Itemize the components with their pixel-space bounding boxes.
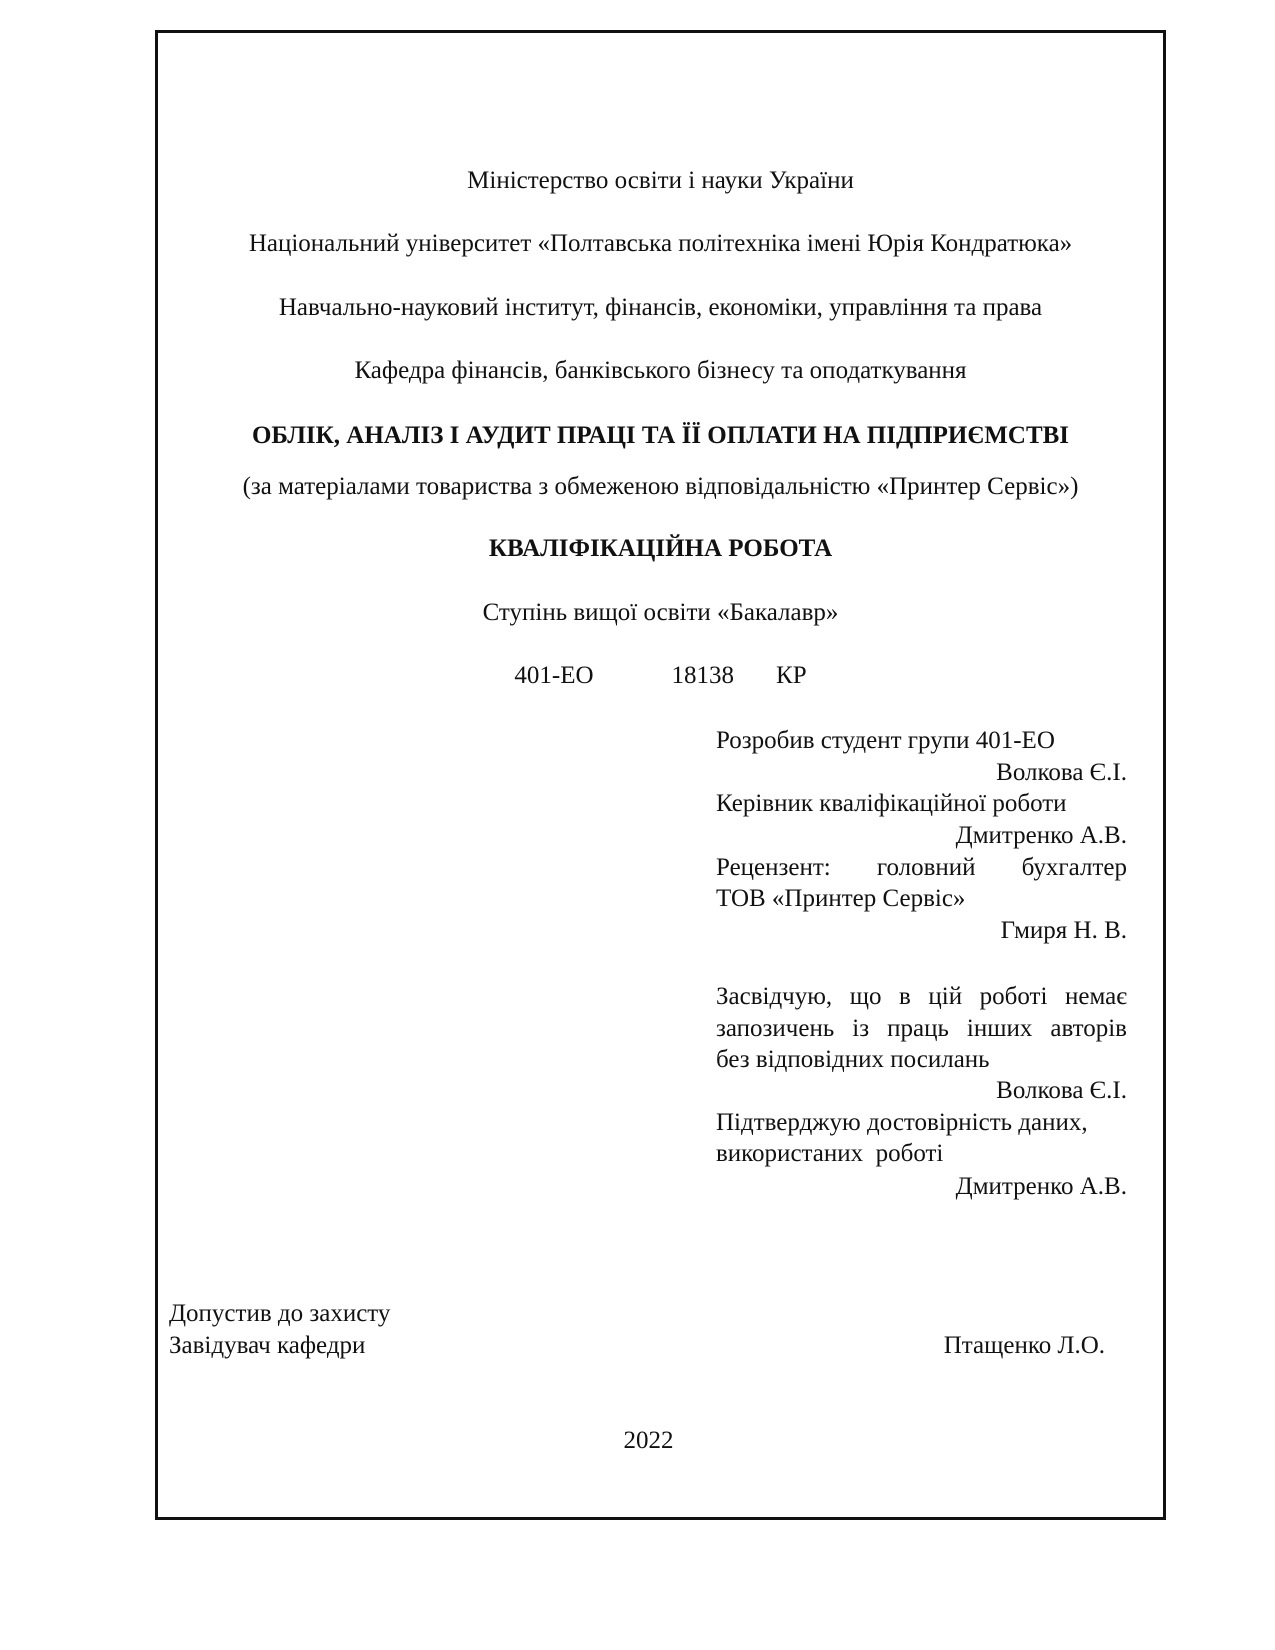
word: в: [899, 983, 911, 1010]
year: 2022: [623, 1427, 674, 1454]
confirmation-supervisor: Дмитренко А.В.: [955, 1173, 1127, 1200]
work-type: КВАЛІФІКАЦІЙНА РОБОТА: [488, 535, 833, 562]
confirmation-line-2: використаних роботі: [716, 1140, 944, 1167]
thesis-subtitle: (за матеріалами товариства з обмеженою відповідальністю «Принтер Сервіс»): [242, 473, 1079, 500]
head-label: Завідувач кафедри: [169, 1332, 366, 1359]
department: Кафедра фінансів, банківського бізнесу та оподаткування: [354, 357, 967, 384]
supervisor-name: Дмитренко А.В.: [955, 822, 1127, 849]
code-number: 18138: [671, 662, 735, 689]
word: роботі: [979, 983, 1048, 1010]
reviewer-org: ТОВ «Принтер Сервіс»: [716, 885, 966, 912]
reviewer-label: [716, 853, 1127, 883]
confirmation-line-1: Підтверджую достовірність даних,: [716, 1109, 1088, 1136]
word: авторів: [1050, 1015, 1127, 1042]
code-group: 401-ЕО: [514, 662, 594, 689]
thesis-title: ОБЛІК, АНАЛІЗ І АУДИТ ПРАЦІ ТА ЇЇ ОПЛАТИ НА ПІДПРИЄМСТВІ: [251, 422, 1070, 449]
document-code: [155, 661, 1166, 691]
admitted-label: Допустив до захисту: [169, 1300, 391, 1327]
word: цій: [928, 983, 963, 1010]
certification-line-3: без відповідних посилань: [716, 1046, 990, 1073]
word: немає: [1064, 983, 1127, 1010]
university: Національний університет «Полтавська політехніка імені Юрія Кондратюка»: [248, 230, 1073, 257]
supervisor-label: Керівник кваліфікаційної роботи: [716, 790, 1067, 817]
reviewer-name: Гмиря Н. В.: [1000, 917, 1127, 944]
head-name: Птащенко Л.О.: [943, 1332, 1105, 1359]
institute: Навчально-науковий інститут, фінансів, економіки, управління та права: [278, 294, 1043, 321]
word: інших: [966, 1015, 1033, 1042]
word: праць: [887, 1015, 949, 1042]
code-suffix: КР: [776, 662, 807, 689]
word: головний: [876, 854, 976, 881]
word: запозичень: [716, 1015, 835, 1042]
word: бухгалтер: [1021, 854, 1127, 881]
word: Рецензент:: [716, 854, 831, 881]
certification-student: Волкова Є.І.: [996, 1077, 1127, 1104]
ministry: Міністерство освіти і науки України: [467, 167, 854, 194]
degree: Ступінь вищої освіти «Бакалавр»: [482, 599, 839, 626]
student-name: Волкова Є.І.: [996, 759, 1127, 786]
word: що: [849, 983, 882, 1010]
certification-line-1: [716, 982, 1127, 1012]
word: із: [852, 1015, 870, 1042]
word: Засвідчую,: [716, 983, 833, 1010]
certification-line-2: [716, 1014, 1127, 1044]
developed-by: Розробив студент групи 401-ЕО: [716, 727, 1055, 754]
